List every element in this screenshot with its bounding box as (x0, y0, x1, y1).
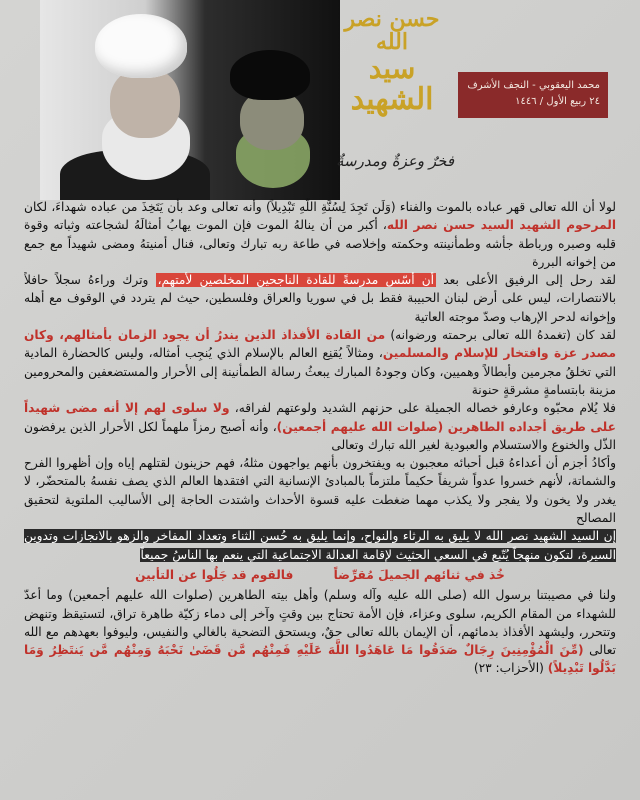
paragraph (24, 326, 616, 399)
verse-hemistich: خُذ في ثنائهم الجميلَ مُقرِّضاً (333, 567, 505, 582)
highlighted-text: المرحوم الشهيد السيد حسن نصر الله (386, 218, 616, 233)
calligraphy-logo (330, 8, 454, 148)
paragraph (24, 198, 616, 271)
paragraph (24, 399, 616, 454)
highlighted-text: (مِّنَ الْمُؤْمِنِينَ رِجَالٌ صَدَقُوا مَا عَاهَدُوا اللَّهَ عَلَيْهِ فَمِنْهُم مَّن قَضَىٰ نَحْبَهُ وَمِنْهُم مَّن يَنتَظِرُ وَمَا بَدَّلُوا تَبْدِيلاً) (24, 643, 616, 676)
body-text: ، أكبر من أن ينالهُ الموت فإن الموت يهابُ أمثالَهُ لشجاعته وثباته وقوة قلبه وصبره ورباطة جأشه وطمأنينته وحكمته وإخلاصه في طاعة ربه تبارك وتعالى، فنال أمنيتهُ ومضى شهيداً مع جمع من إخوانه البررة (24, 218, 616, 269)
body-text: وأكادُ أجزم أن أعداءهُ قبل أحبائه معجبون به ويفتخرون بأنهم يواجهون مثلهُ، فهم حزينون لقتلهم إياه وإن أظهروا الفرح والشماتة، لأنهم خسروا عدواً شريفاً حكيماً ملتزماً بالمبادئ الإنسانية التي افتقدها العالم الذي يصف نفسهُ بالمتحضّر، لا يغدر ولا يخون ولا يفجر ولا يكذب مهما ضغطت عليه قسوة الأحداث واشتدت الحاجة إلى الأساليب الملتوية لتحقيق المصالح (24, 456, 616, 526)
black-turban (230, 50, 310, 100)
paragraph (24, 271, 616, 326)
calligraphy-line: الشهيد (350, 81, 434, 117)
author-name: محمد اليعقوبي - النجف الأشرف (467, 80, 600, 91)
paragraph (24, 454, 616, 527)
header-banner (0, 0, 640, 200)
body-text: ولنا في مصيبتنا برسول الله (صلى الله عليه وآله وسلم) وأهل بيته الطاهرين (صلوات الله عليهم أجمعين) وما أعدّ للشهداء من المقام الكريم، سلوى وعزاء، فإن الأمة تحتاج بين وقتٍ وآخر إلى دماء زكيّة طاهرة تراق، لتستيقظ وتنهض وتتحرر، وليشهد الأفذاذ بدمائهم، أن الإيمان بالله تعالى حقٌ، ويستحق التضحية بالغالي والنفيس، وليوفوا بعهدهم مع الله تعالى (24, 588, 616, 658)
highlighted-text: ولا سلوى لهم إلا أنه مضى شهيداً على طريق أجداده الطاهرين (صلوات الله عليهم أجمعين) (24, 401, 616, 434)
article-date: ٢٤ ربيع الأول / ١٤٤٦ (515, 96, 600, 107)
calligraphy-line: حسن نصر الله (344, 6, 440, 56)
author-box (458, 72, 608, 118)
white-turban (95, 14, 187, 78)
body-text: لقد رحل إلى الرفيق الأعلى بعد (436, 273, 616, 288)
body-text: ، وأنه أصبح رمزاً ملهماً لكل الأحرار الذين يرفضون الذّل والخنوع والاستسلام والعبودية لغير الله تبارك وتعالى (24, 419, 616, 452)
article-body (24, 198, 616, 794)
poetry-verse (24, 566, 616, 584)
paragraph (24, 586, 616, 677)
calligraphy-line: سيد (368, 52, 416, 86)
body-text: (الأحزاب: ٢٣) (473, 661, 548, 676)
paragraph (24, 527, 616, 564)
body-text: فلا يُلام محبّوه وعارفو خصاله الجميلة على حزنهم الشديد ولوعتهم لفراقه، (229, 401, 616, 416)
body-text: لقد كان (تغمدهُ الله تعالى برحمته ورضوانه) (385, 328, 616, 343)
slogan: فخرٌ وعزةٌ ومدرسةٌ (335, 152, 454, 170)
verse-hemistich: فالقوم قد جَلُوا عن التأبين (135, 567, 294, 582)
cleric-face (110, 68, 180, 138)
body-text: لولا أن الله تعالى قهر عباده بالموت والفناء (وَلَن تَجِدَ لِسُنَّةِ اللَّهِ تَبْدِيلاً) وأنه تعالى وعد بأن يَتَخِذَ من عباده شهداءَ، لكان (24, 200, 616, 214)
highlighted-text: من القادة الأفذاذ الذين يندرُ أن يجود الزمان بأمثالهم، وكان مصدر عزة وافتخار للإسلام والمسلمين (24, 328, 616, 361)
highlighted-text: إن السيد الشهيد نصر الله لا يليق به الرثاء والنواح، وإنما يليق به حُسن الثناء وتعداد المفاخر والزهو بالانجازات وتدوين السيرة، لتكون منهجاً يُتّبع في السعي الحثيث لإقامة العدالة الاجتماعية التي ينعم بها الناسُ جميعاً (24, 529, 616, 562)
highlighted-text: أن أسّس مدرسةً للقادة الناجحين المخلصين لأمتهم، (157, 273, 435, 288)
body-text: وترك وراءهُ سجلاً حافلاً بالانتصارات، ليس على أرض لبنان الحبيبة فقط بل في سوريا والعراق وفلسطين، حيث لم يتردد في الوقوف مع أهله وإخوانه لدحر الإرهاب وصدّ موجته العاتية (24, 273, 616, 324)
portrait-photo (40, 0, 340, 200)
body-text: ، ومثالاً يُقنِع العالم بالإسلام الذي يُنجِب أمثاله، وليس كالحضارة المادية التي تخلقُ مجرمين وأبطالاً وهميين، وكان وجودهُ المبارك يبعثُ رسالة الطمأنينة إلى الأحرار والمستضعفين والمحرومين مزينة بابتسامةٍ مشرقةٍ حنونة (24, 346, 616, 397)
